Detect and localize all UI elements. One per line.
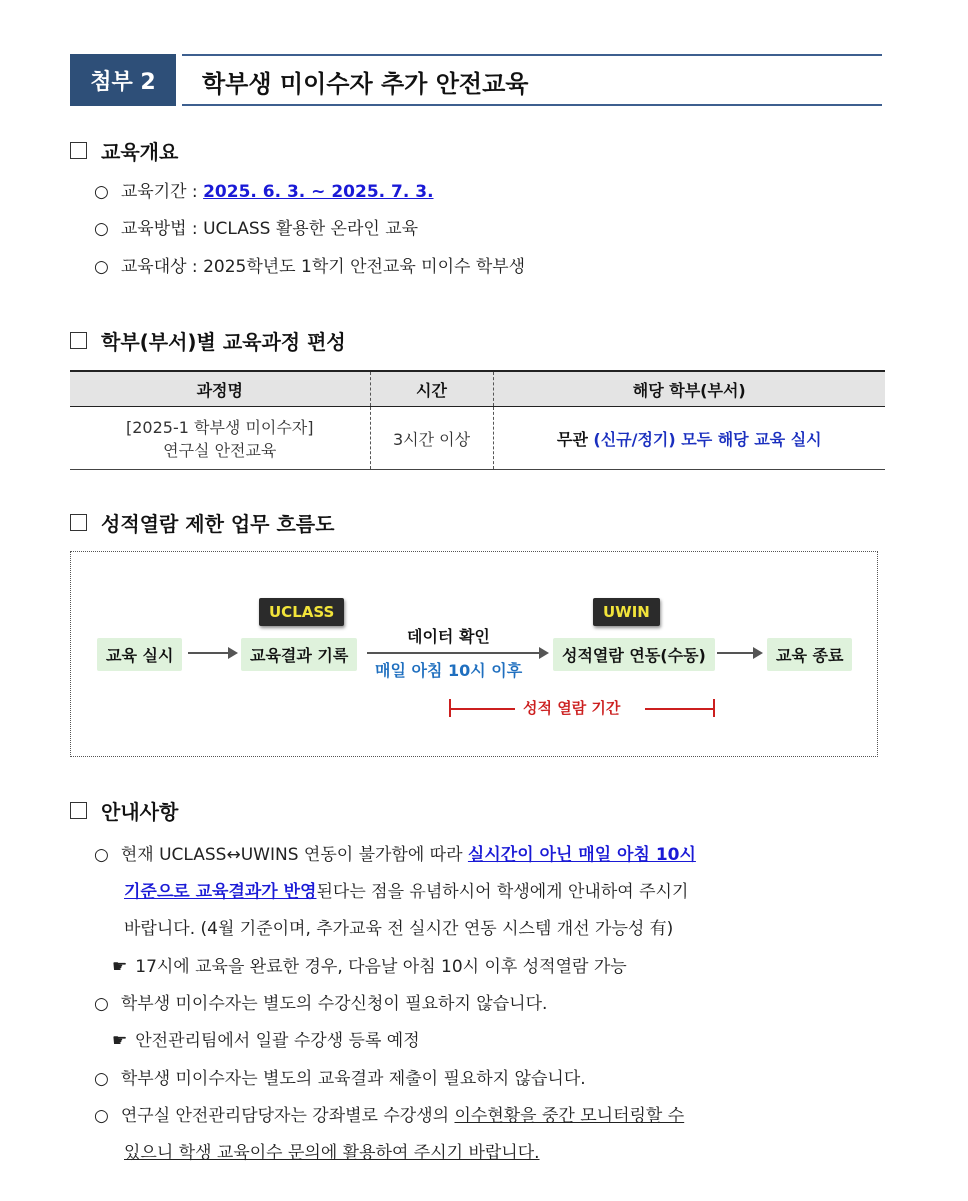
circle-bullet-icon: ○ — [94, 1069, 109, 1089]
notice-4-line1 — [94, 1101, 684, 1126]
uwin-badge: UWIN — [593, 598, 660, 626]
overview-method — [94, 214, 418, 239]
flow-period-label: 성적 열람 기간 — [523, 699, 621, 717]
section-course-label: 학부(부서)별 교육과정 편성 — [101, 330, 346, 354]
period-label: 교육기간 : — [120, 182, 204, 202]
arrow-right-icon — [367, 652, 547, 654]
pointing-hand-icon: ☛ — [112, 1031, 128, 1051]
flow-diagram — [70, 551, 878, 757]
flow-data-check: 데이터 확인 — [407, 627, 490, 646]
attachment-badge: 첨부 2 — [70, 54, 176, 106]
table-row — [70, 407, 885, 470]
pointing-hand-icon: ☛ — [112, 957, 128, 977]
notice-2-sub — [112, 1026, 420, 1051]
checkbox-square-icon — [70, 514, 87, 531]
flow-node-start: 교육 실시 — [97, 638, 182, 671]
column-header-course: 과정명 — [70, 371, 370, 407]
cell-target — [493, 407, 885, 470]
table-header-row — [70, 371, 885, 407]
notice-1-highlight-a: 실시간이 아닌 매일 아침 10시 — [467, 845, 696, 865]
period-value: 2025. 6. 3. ~ 2025. 7. 3. — [203, 182, 434, 202]
period-end-cap — [713, 699, 715, 717]
notice-2-sub-text: 안전관리팀에서 일괄 수강생 등록 예정 — [135, 1031, 420, 1051]
notice-4-underline-b: 있으니 학생 교육이수 문의에 활용하여 주시기 바랍니다. — [124, 1143, 540, 1163]
arrow-right-icon — [188, 652, 236, 654]
notice-1-line2 — [124, 877, 688, 902]
checkbox-square-icon — [70, 802, 87, 819]
notice-3 — [94, 1064, 586, 1089]
section-flow-label: 성적열람 제한 업무 흐름도 — [101, 512, 335, 536]
course-name-line1: [2025-1 학부생 미이수자] — [125, 418, 314, 437]
checkbox-square-icon — [70, 142, 87, 159]
notice-2-text: 학부생 미이수자는 별도의 수강신청이 필요하지 않습니다. — [120, 994, 548, 1014]
circle-bullet-icon: ○ — [94, 182, 109, 202]
period-line-left — [449, 708, 515, 710]
notice-4-underline-a: 이수현황을 중간 모니터링할 수 — [454, 1106, 685, 1126]
section-notice-label: 안내사항 — [101, 800, 179, 824]
notice-1-sub — [112, 952, 627, 977]
method-text: 교육방법 : UCLASS 활용한 온라인 교육 — [120, 219, 419, 239]
arrow-right-icon — [717, 652, 761, 654]
flow-node-end: 교육 종료 — [767, 638, 852, 671]
header-bottom-rule — [182, 104, 882, 106]
course-table — [70, 370, 885, 470]
period-line-right — [645, 708, 713, 710]
circle-bullet-icon: ○ — [94, 845, 109, 865]
circle-bullet-icon: ○ — [94, 219, 109, 239]
notice-1-text-a: 현재 UCLASS↔UWINS 연동이 불가함에 따라 — [120, 845, 468, 865]
course-name-line2: 연구실 안전교육 — [163, 441, 277, 460]
flow-daily-time: 매일 아침 10시 이후 — [375, 661, 523, 680]
cell-time: 3시간 이상 — [370, 407, 493, 470]
section-overview-label: 교육개요 — [101, 140, 179, 164]
target-any: 무관 — [556, 429, 588, 449]
notice-3-text: 학부생 미이수자는 별도의 교육결과 제출이 필요하지 않습니다. — [120, 1069, 586, 1089]
column-header-target: 해당 학부(부서) — [493, 371, 885, 407]
target-text: 교육대상 : 2025학년도 1학기 안전교육 미이수 학부생 — [120, 257, 526, 277]
section-notice-title — [70, 796, 178, 825]
section-overview-title — [70, 136, 178, 165]
notice-4-line2 — [124, 1138, 540, 1163]
overview-target — [94, 252, 525, 277]
notice-1-sub-text: 17시에 교육을 완료한 경우, 다음날 아침 10시 이후 성적열람 가능 — [135, 957, 627, 977]
flow-node-sync: 성적열람 연동(수동) — [553, 638, 715, 671]
circle-bullet-icon: ○ — [94, 1106, 109, 1126]
flow-node-record: 교육결과 기록 — [241, 638, 357, 671]
page-title: 학부생 미이수자 추가 안전교육 — [202, 70, 529, 98]
overview-period — [94, 177, 434, 202]
column-header-time: 시간 — [370, 371, 493, 407]
circle-bullet-icon: ○ — [94, 257, 109, 277]
section-course-title — [70, 326, 346, 355]
notice-1-line1 — [94, 840, 696, 865]
notice-1-text-b: 된다는 점을 유념하시어 학생에게 안내하여 주시기 — [316, 882, 689, 902]
notice-2 — [94, 989, 547, 1014]
header-top-rule — [182, 54, 882, 56]
uclass-badge: UCLASS — [259, 598, 344, 626]
cell-course — [70, 407, 370, 470]
attachment-header — [70, 54, 882, 106]
target-desc: (신규/정기) 모두 해당 교육 실시 — [587, 429, 822, 449]
circle-bullet-icon: ○ — [94, 994, 109, 1014]
checkbox-square-icon — [70, 332, 87, 349]
notice-4-text-a: 연구실 안전관리담당자는 강좌별로 수강생의 — [120, 1106, 455, 1126]
notice-1-highlight-b: 기준으로 교육결과가 반영 — [124, 882, 317, 902]
section-flow-title — [70, 508, 334, 537]
notice-1-line3: 바랍니다. (4월 기준이며, 추가교육 전 실시간 연동 시스템 개선 가능성 有) — [124, 919, 674, 939]
